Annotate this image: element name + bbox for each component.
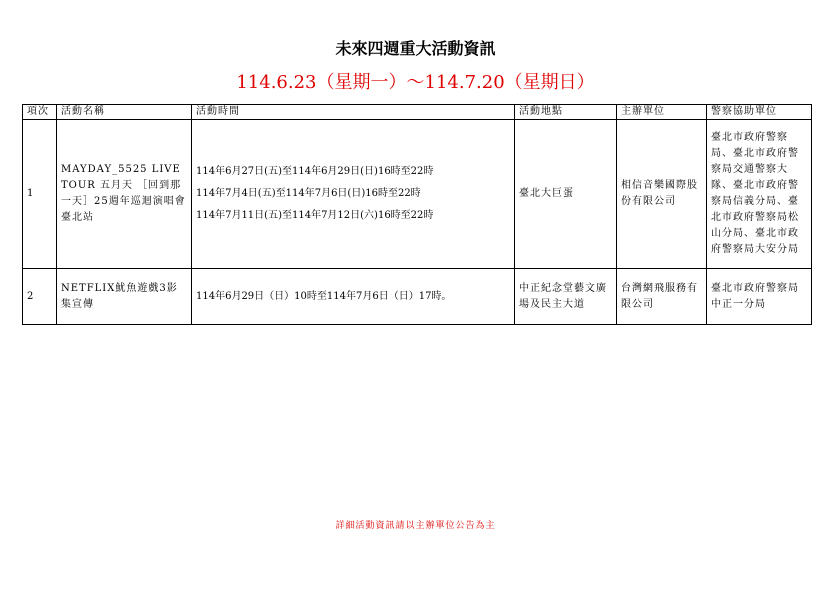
time-line: 114年6月29日（日）10時至114年7月6日（日）17時。 — [196, 290, 452, 302]
event-police: 臺北市政府警察局中正一分局 — [707, 269, 812, 325]
event-organizer: 相信音樂國際股份有限公司 — [617, 120, 707, 269]
table-row — [23, 269, 812, 325]
time-line: 114年7月11日(五)至114年7月12日(六)16時至22時 — [196, 210, 434, 221]
event-location: 中正紀念堂藝文廣場及民主大道 — [515, 269, 617, 325]
header-name: 活動名稱 — [57, 105, 192, 120]
header-time: 活動時間 — [192, 105, 515, 120]
time-line: 114年7月4日(五)至114年7月6日(日)16時至22時 — [196, 188, 421, 199]
header-police: 警察協助單位 — [707, 105, 812, 120]
events-table — [22, 104, 812, 325]
header-organizer: 主辦單位 — [617, 105, 707, 120]
header-no: 項次 — [23, 105, 57, 120]
table-header — [23, 105, 812, 120]
date-range: 114.6.23（星期一）～114.7.20（星期日） — [236, 72, 595, 93]
row-no: 1 — [23, 120, 57, 269]
event-name: MAYDAY_5525 LIVE TOUR 五月天 ［回到那一天］25週年巡迴演唱會 臺北站 — [57, 120, 192, 269]
row-no: 2 — [23, 269, 57, 325]
page-title: 未來四週重大活動資訊 — [335, 39, 496, 58]
event-location: 臺北大巨蛋 — [515, 120, 617, 269]
event-organizer: 台灣網飛服務有限公司 — [617, 269, 707, 325]
event-time — [192, 269, 515, 325]
event-name: NETFLIX魷魚遊戲3影集宣傳 — [57, 269, 192, 325]
event-time — [192, 120, 515, 269]
footer-note: 詳細活動資訊請以主辦單位公告為主 — [335, 521, 496, 531]
event-police: 臺北市政府警察局、臺北市政府警察局交通警察大隊、臺北市政府警察局信義分局、臺北市政府警察局松山分局、臺北市政府警察局大安分局 — [707, 120, 812, 269]
time-line: 114年6月27日(五)至114年6月29日(日)16時至22時 — [196, 166, 434, 177]
header-location: 活動地點 — [515, 105, 617, 120]
table-row — [23, 120, 812, 269]
